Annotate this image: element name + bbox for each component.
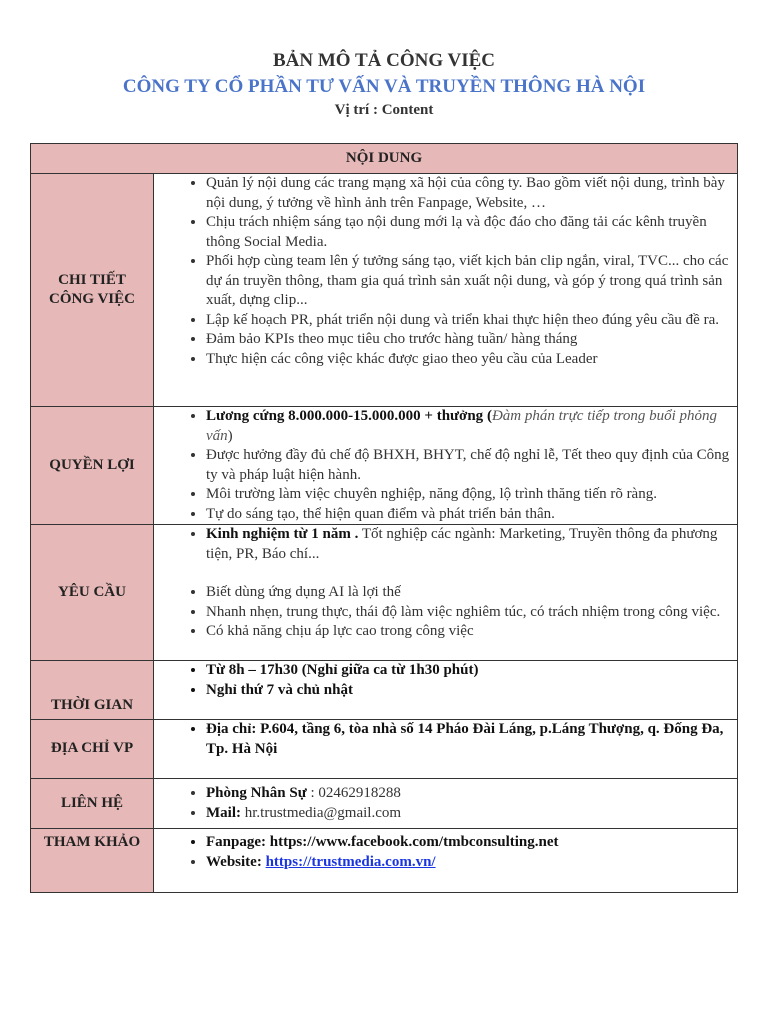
list-item: • Đảm bảo KPIs theo mục tiêu cho trước hàng tuần/ hàng tháng (206, 330, 733, 350)
requirements-content (154, 525, 738, 661)
label-contact: LIÊN HỆ (31, 779, 154, 829)
label-job-details: CHI TIẾT CÔNG VIỆC (31, 174, 154, 407)
experience-text: Kinh nghiệm từ 1 năm . (206, 526, 359, 542)
reference-list (154, 833, 733, 872)
contact-list (154, 784, 733, 823)
list-item: • Được hưởng đầy đủ chế độ BHXH, BHYT, chế độ nghỉ lễ, Tết theo quy định của Công ty và pháp luật hiện hành. (206, 446, 733, 485)
salary-paren-open: ( (483, 408, 492, 424)
list-item: • Biết dùng ứng dụng AI là lợi thế (206, 583, 733, 603)
contact-content (154, 779, 738, 829)
list-spacer (206, 564, 733, 583)
phone-value: : 02462918288 (306, 785, 401, 801)
label-requirements: YÊU CẦU (31, 525, 154, 661)
list-item: • Môi trường làm việc chuyên nghiệp, năng động, lộ trình thăng tiến rõ ràng. (206, 485, 733, 505)
salary-note: Đàm phán trực tiếp trong buổi phỏng vấn (206, 408, 718, 444)
list-item: • Nghỉ thứ 7 và chủ nhật (206, 681, 733, 701)
position-title: Vị trí : Content (334, 102, 434, 118)
row-benefits (31, 407, 738, 525)
mail-label: Mail: (206, 804, 241, 821)
website-link[interactable]: https://trustmedia.com.vn/ (265, 853, 436, 870)
company-name: CÔNG TY CỔ PHẦN TƯ VẤN VÀ TRUYỀN THÔNG HÀ NỘI (122, 76, 646, 97)
list-item: • Từ 8h – 17h30 (Nghỉ giữa ca từ 1h30 phút) (206, 661, 733, 681)
list-item: • Nhanh nhẹn, trung thực, thái độ làm việc nghiêm túc, có trách nhiệm trong công việc. (206, 603, 733, 623)
salary-paren-close: ) (227, 427, 233, 444)
job-description-table (30, 143, 738, 893)
list-item: • Tự do sáng tạo, thể hiện quan điểm và phát triển bản thân. (206, 505, 733, 525)
website-label: Website: (206, 853, 266, 870)
requirements-list (154, 525, 733, 642)
row-address (31, 720, 738, 779)
address-content (154, 720, 738, 779)
job-details-content (154, 174, 738, 407)
label-benefits: QUYỀN LỢI (31, 407, 154, 525)
list-item-experience (206, 525, 733, 564)
label-time: THỜI GIAN (31, 661, 154, 720)
list-item: • Quản lý nội dung các trang mạng xã hội của công ty. Bao gồm viết nội dung, trình bày nội dung, ý tưởng về hình ảnh trên Fanpage, Website, … (206, 174, 733, 213)
table-header-row (31, 144, 738, 174)
label-reference: THAM KHẢO (31, 829, 154, 893)
table-heading: NỘI DUNG (31, 144, 738, 174)
time-content (154, 661, 738, 720)
fanpage-item: • Fanpage: https://www.facebook.com/tmbconsulting.net (206, 833, 733, 853)
benefits-content (154, 407, 738, 525)
list-item-mail (206, 804, 733, 824)
address-list (154, 720, 733, 759)
list-item: • Thực hiện các công việc khác được giao theo yêu cầu của Leader (206, 350, 733, 370)
list-item: • Địa chỉ: P.604, tầng 6, tòa nhà số 14 Pháo Đài Láng, p.Láng Thượng, q. Đống Đa, Tp. Hà Nội (206, 720, 733, 759)
row-requirements (31, 525, 738, 661)
experience-detail: Tốt nghiệp các ngành: Marketing, Truyền thông đa phương tiện, PR, Báo chí... (206, 526, 718, 562)
job-details-list (154, 174, 733, 369)
website-item (206, 853, 733, 873)
list-item: • Có khả năng chịu áp lực cao trong công việc (206, 622, 733, 642)
list-item: • Phối hợp cùng team lên ý tưởng sáng tạo, viết kịch bản clip ngắn, viral, TVC... cho các dự án truyền thông, tham gia quá trình sản xuất nội dung, và góp ý trong quá trình sản xuất, dựng clip... (206, 252, 733, 311)
row-job-details (31, 174, 738, 407)
list-item-salary (206, 407, 733, 446)
row-contact (31, 779, 738, 829)
row-time (31, 661, 738, 720)
time-list (154, 661, 733, 700)
reference-content (154, 829, 738, 893)
benefits-list (154, 407, 733, 524)
list-item-phone (206, 784, 733, 804)
label-address: ĐỊA CHỈ VP (31, 720, 154, 779)
list-item: • Chịu trách nhiệm sáng tạo nội dung mới lạ và độc đáo cho đăng tải các kênh truyền thông Social Media. (206, 213, 733, 252)
salary-text: Lương cứng 8.000.000-15.000.000 + thưởng (206, 408, 484, 424)
document-title: BẢN MÔ TẢ CÔNG VIỆC (272, 50, 496, 71)
phone-label: Phòng Nhân Sự (206, 785, 307, 801)
mail-value: hr.trustmedia@gmail.com (241, 804, 402, 821)
row-reference (31, 829, 738, 893)
list-item: • Lập kế hoạch PR, phát triển nội dung và triển khai thực hiện theo đúng yêu cầu đề ra. (206, 311, 733, 331)
